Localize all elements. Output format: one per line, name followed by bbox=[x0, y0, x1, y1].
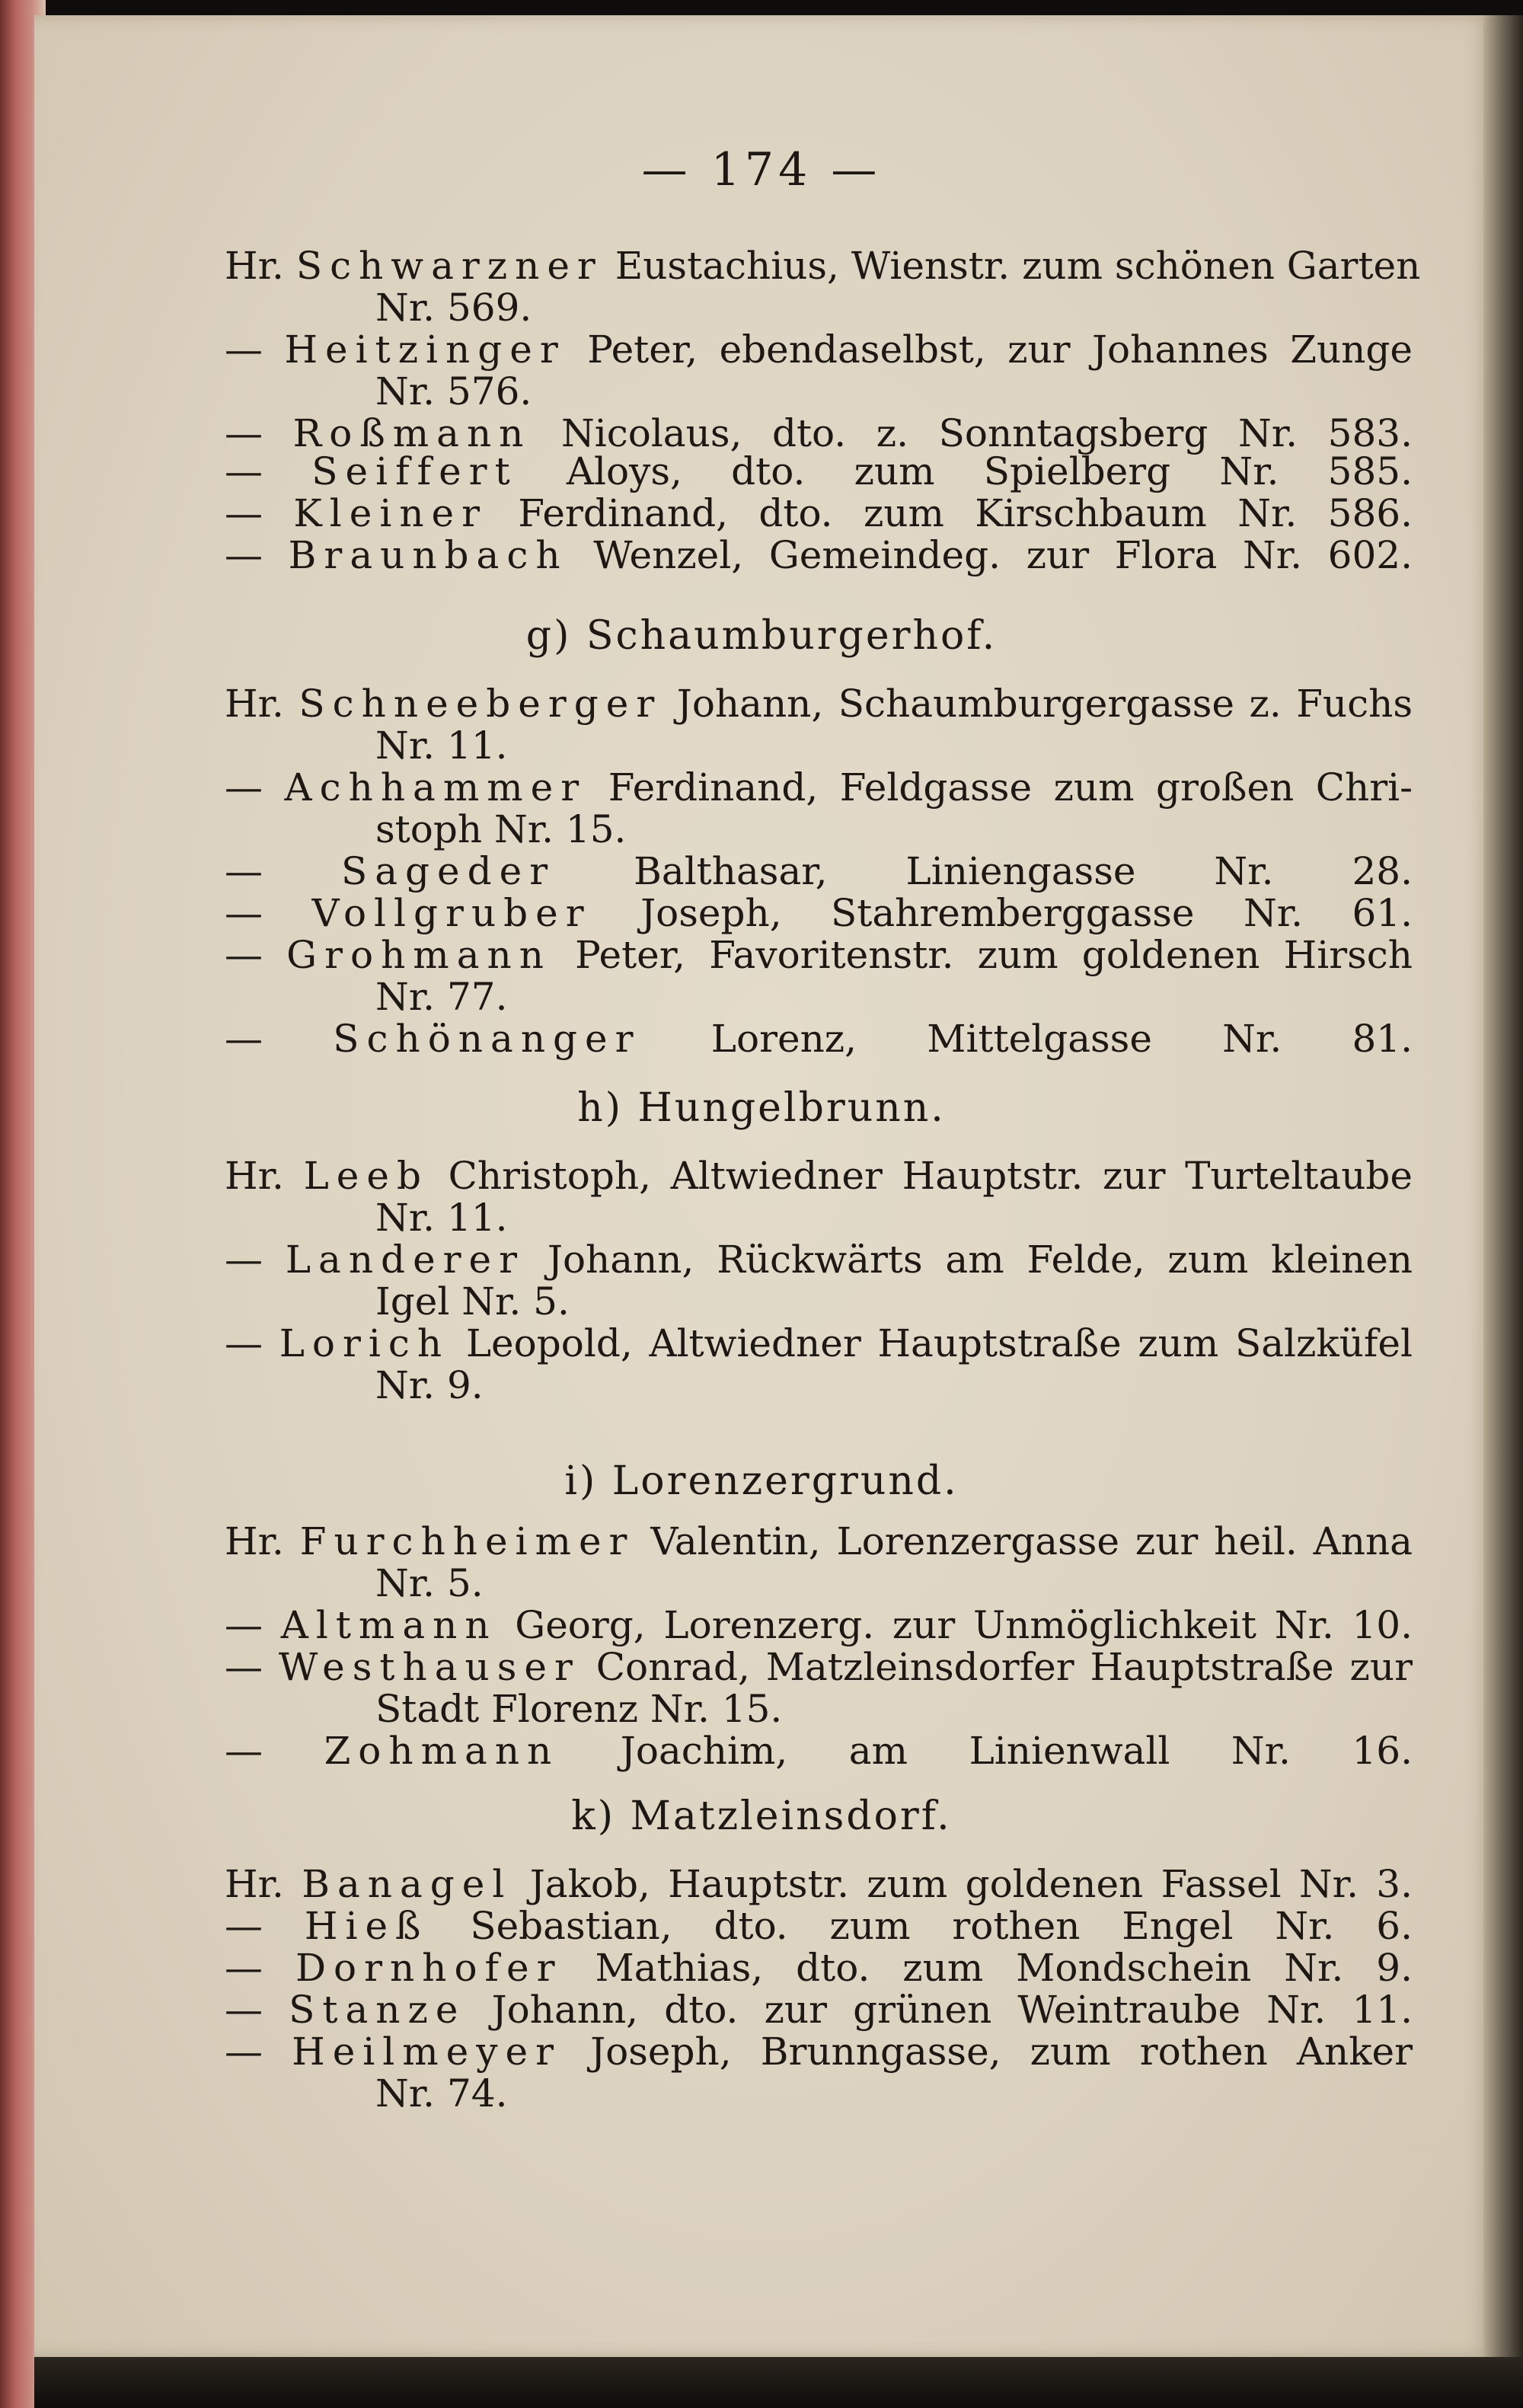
entry-details: Johann, Schaumburgergasse z. Fuchs bbox=[676, 682, 1413, 726]
entry-prefix: — bbox=[225, 1729, 263, 1773]
entry-first-line bbox=[225, 533, 1413, 577]
entry-name: Schwarzner bbox=[295, 244, 603, 288]
entry-prefix: — bbox=[225, 1017, 263, 1061]
entry-first-line bbox=[225, 1645, 1413, 1689]
entry-prefix: — bbox=[225, 1321, 263, 1365]
entry-details: Johann, dto. zur grünen Weintraube Nr. 11. bbox=[491, 1988, 1413, 2032]
entry-details: Joseph, Stahremberggasse Nr. 61. bbox=[640, 891, 1413, 935]
entry-first-line bbox=[225, 1017, 1413, 1061]
entry-continuation: Nr. 5. bbox=[375, 1561, 484, 1605]
entry-details: Peter, Favoritenstr. zum goldenen Hirsch bbox=[575, 933, 1413, 977]
entry-first-line bbox=[225, 891, 1413, 935]
entry-prefix: — bbox=[225, 891, 263, 935]
entry-details: Peter, ebendaselbst, zur Johannes Zunge bbox=[587, 327, 1413, 372]
entry-details: Mathias, dto. zum Mondschein Nr. 9. bbox=[595, 1946, 1413, 1990]
entry-first-line bbox=[225, 1519, 1413, 1563]
entry-details: Balthasar, Liniengasse Nr. 28. bbox=[634, 849, 1413, 893]
entry-details: Ferdinand, dto. zum Kirschbaum Nr. 586. bbox=[518, 491, 1413, 535]
entry-prefix: — bbox=[225, 1946, 263, 1990]
entry-prefix: — bbox=[225, 491, 263, 535]
entry-first-line bbox=[225, 491, 1413, 535]
entry-prefix: — bbox=[225, 533, 263, 577]
entry-first-line bbox=[225, 327, 1413, 372]
entry-details: Sebastian, dto. zum rothen Engel Nr. 6. bbox=[470, 1904, 1413, 1948]
entry-first-line bbox=[225, 244, 1421, 288]
entry-first-line bbox=[225, 1603, 1413, 1647]
entry-name: Lorich bbox=[279, 1321, 450, 1365]
entry-continuation: Igel Nr. 5. bbox=[375, 1279, 570, 1324]
entry-name: Schönanger bbox=[333, 1017, 641, 1061]
entry-name: Seiffert bbox=[311, 449, 518, 493]
entry-details: Aloys, dto. zum Spielberg Nr. 585. bbox=[566, 449, 1413, 493]
entry-continuation: Nr. 576. bbox=[375, 369, 532, 414]
entry-first-line bbox=[225, 1154, 1413, 1198]
entry-continuation: Stadt Florenz Nr. 15. bbox=[375, 1687, 783, 1731]
entry-continuation: Nr. 569. bbox=[375, 286, 532, 330]
entry-name: Hieß bbox=[304, 1904, 429, 1948]
section-heading: k) Matzleinsdorf. bbox=[571, 1793, 952, 1839]
entry-details: Joachim, am Linienwall Nr. 16. bbox=[620, 1729, 1413, 1773]
entry-first-line bbox=[225, 2030, 1413, 2074]
entry-first-line bbox=[225, 1729, 1413, 1773]
entry-details: Eustachius, Wienstr. zum schönen Garten bbox=[615, 244, 1421, 288]
entry-name: Banagel bbox=[302, 1862, 512, 1906]
entry-first-line bbox=[225, 849, 1413, 893]
entry-details: Joseph, Brunngasse, zum rothen Anker bbox=[590, 2030, 1413, 2074]
entry-prefix: — bbox=[225, 327, 263, 372]
entry-name: Landerer bbox=[285, 1238, 525, 1282]
entry-details: Leopold, Altwiedner Hauptstraße zum Salzküfel bbox=[465, 1321, 1413, 1365]
entry-continuation: Nr. 74. bbox=[375, 2071, 508, 2116]
entry-name: Grohmann bbox=[286, 933, 551, 977]
entry-details: Johann, Rückwärts am Felde, zum kleinen bbox=[547, 1238, 1413, 1282]
entry-prefix: — bbox=[225, 849, 263, 893]
entry-details: Georg, Lorenzerg. zur Unmöglichkeit Nr. 10. bbox=[515, 1603, 1413, 1647]
entry-continuation: Nr. 77. bbox=[375, 975, 508, 1019]
section-heading: h) Hungelbrunn. bbox=[577, 1085, 946, 1131]
entry-prefix: — bbox=[225, 449, 263, 493]
entry-first-line bbox=[225, 1238, 1413, 1282]
entry-name: Sageder bbox=[340, 849, 556, 893]
entry-prefix: — bbox=[225, 411, 263, 455]
entry-name: Stanze bbox=[289, 1988, 466, 2032]
entry-first-line bbox=[225, 1946, 1413, 1990]
entry-continuation: stoph Nr. 15. bbox=[375, 807, 627, 851]
entry-name: Altmann bbox=[280, 1603, 497, 1647]
section-heading: i) Lorenzergrund. bbox=[564, 1458, 959, 1504]
entry-details: Conrad, Matzleinsdorfer Hauptstraße zur bbox=[595, 1645, 1413, 1689]
entry-prefix: — bbox=[225, 1603, 263, 1647]
entry-first-line bbox=[225, 933, 1413, 977]
entry-first-line bbox=[225, 1988, 1413, 2032]
entry-prefix: Hr. bbox=[225, 682, 284, 726]
entry-name: Kleiner bbox=[293, 491, 488, 535]
entry-prefix: — bbox=[225, 1904, 263, 1948]
entry-continuation: Nr. 9. bbox=[375, 1363, 484, 1407]
entry-first-line bbox=[225, 1321, 1413, 1365]
page-number: — 174 — bbox=[641, 143, 882, 196]
entry-name: Dornhofer bbox=[295, 1946, 563, 1990]
entry-name: Braunbach bbox=[288, 533, 568, 577]
entry-name: Heitzinger bbox=[284, 327, 566, 372]
entry-name: Westhauser bbox=[278, 1645, 580, 1689]
entry-prefix: — bbox=[225, 1238, 263, 1282]
entry-details: Jakob, Hauptstr. zum goldenen Fassel Nr. 3. bbox=[529, 1862, 1413, 1906]
entry-first-line bbox=[225, 449, 1413, 493]
entry-name: Schneeberger bbox=[299, 682, 663, 726]
entry-name: Leeb bbox=[303, 1154, 429, 1198]
entry-details: Christoph, Altwiedner Hauptstr. zur Turteltaube bbox=[448, 1154, 1413, 1198]
entry-first-line bbox=[225, 682, 1413, 726]
entry-first-line bbox=[225, 1904, 1413, 1948]
entry-first-line bbox=[225, 1862, 1413, 1906]
entry-continuation: Nr. 11. bbox=[375, 1196, 508, 1240]
entry-prefix: Hr. bbox=[225, 1154, 284, 1198]
entry-details: Wenzel, Gemeindeg. zur Flora Nr. 602. bbox=[593, 533, 1413, 577]
entry-name: Achhammer bbox=[284, 765, 587, 810]
entry-details: Nicolaus, dto. z. Sonntagsberg Nr. 583. bbox=[560, 411, 1413, 455]
entry-name: Zohmann bbox=[324, 1729, 560, 1773]
entry-name: Heilmeyer bbox=[292, 2030, 562, 2074]
entry-details: Valentin, Lorenzergasse zur heil. Anna bbox=[650, 1519, 1413, 1563]
entry-name: Furchheimer bbox=[299, 1519, 635, 1563]
entry-details: Ferdinand, Feldgasse zum großen Chri- bbox=[608, 765, 1413, 810]
entry-prefix: — bbox=[225, 2030, 263, 2074]
entry-prefix: Hr. bbox=[225, 1862, 284, 1906]
entry-prefix: — bbox=[225, 1988, 263, 2032]
entry-prefix: — bbox=[225, 933, 263, 977]
entry-name: Roßmann bbox=[292, 411, 532, 455]
entry-continuation: Nr. 11. bbox=[375, 723, 508, 768]
entry-prefix: Hr. bbox=[225, 244, 284, 288]
entry-prefix: — bbox=[225, 765, 263, 810]
entry-prefix: — bbox=[225, 1645, 263, 1689]
entry-name: Vollgruber bbox=[311, 891, 592, 935]
entry-prefix: Hr. bbox=[225, 1519, 284, 1563]
section-heading: g) Schaumburgerhof. bbox=[525, 613, 998, 659]
entry-first-line bbox=[225, 765, 1413, 810]
entry-details: Lorenz, Mittelgasse Nr. 81. bbox=[710, 1017, 1413, 1061]
